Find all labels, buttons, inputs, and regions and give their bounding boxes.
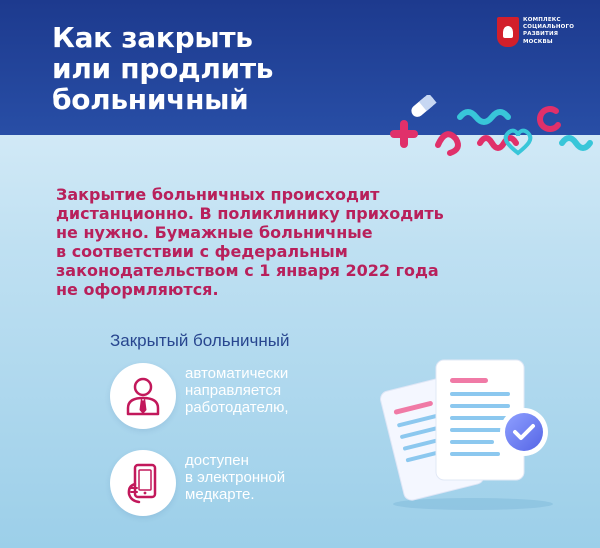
logo-line: РАЗВИТИЯ [523,31,559,38]
feature-line: в электронной [185,469,286,486]
feature-line: направляется [185,382,282,399]
section-heading: Закрытый больничный [110,331,290,350]
logo-line: СОЦИАЛЬНОГО [523,24,575,31]
feature-text [185,452,285,503]
smartphone-icon [110,450,176,516]
title-line: больничный [52,83,249,116]
logo [497,17,574,47]
squiggle-icon [438,134,458,153]
lead-line: не оформляются. [56,280,219,299]
feature-item-medcard [110,450,285,516]
lead-paragraph [56,185,526,299]
decorative-medical-shapes [380,95,600,175]
arc-icon [540,109,558,129]
feature-line: медкарте. [185,486,255,503]
plus-icon [390,120,418,148]
feature-item-employer [110,363,288,429]
title-line: Как закрыть [52,21,253,54]
lead-line: дистанционно. В поликлинику приходить [56,204,444,223]
page-title [52,22,352,115]
lead-line: законодательством с 1 января 2022 года [56,261,439,280]
lead-line: не нужно. Бумажные больничные [56,223,373,242]
wave-icon [562,138,590,148]
title-line: или продлить [52,52,274,85]
feature-line: доступен [185,452,249,469]
logo-text [523,17,574,46]
feature-text [185,365,288,416]
logo-line: КОМПЛЕКС [523,17,561,23]
documents-checkmark-icon [378,352,568,512]
moscow-emblem-icon [497,17,519,47]
logo-line: МОСКВЫ [523,38,553,45]
pill-icon [409,95,437,119]
lead-line: в соответствии с федеральным [56,242,348,261]
employee-icon [110,363,176,429]
feature-line: автоматически [185,365,289,382]
wave-icon [460,112,508,122]
lead-line: Закрытие больничных происходит [56,185,380,204]
feature-line: работодателю, [185,399,289,416]
